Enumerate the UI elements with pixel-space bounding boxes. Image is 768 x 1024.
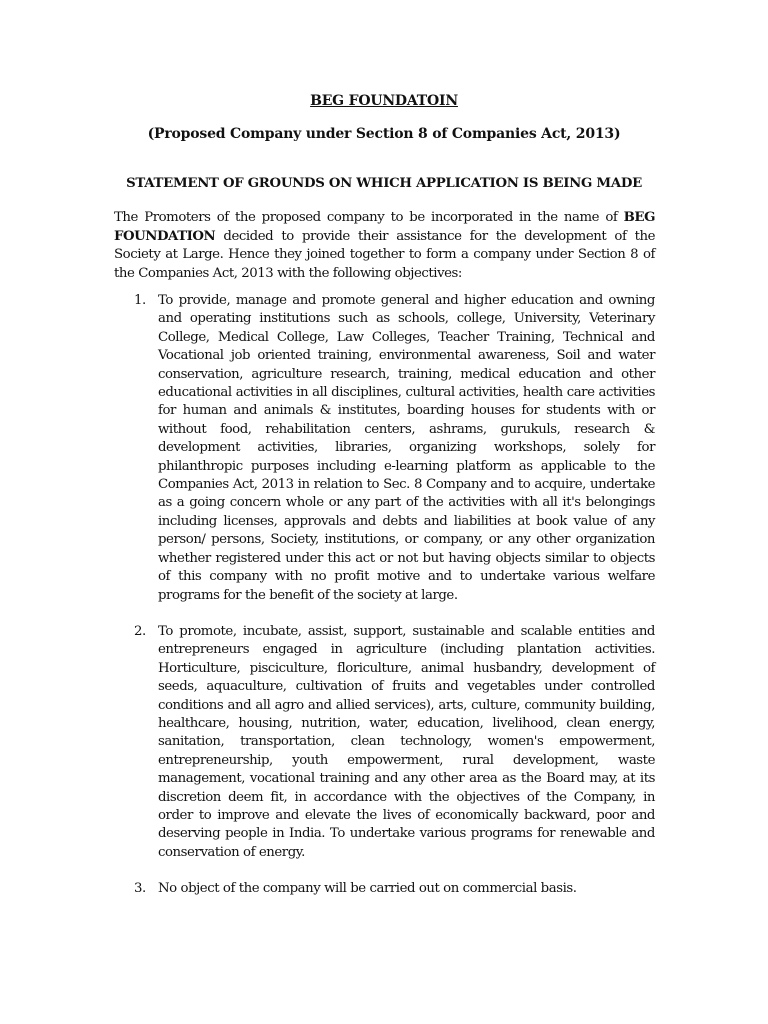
objective-item (114, 623, 655, 862)
document-subtitle: (Proposed Company under Section 8 of Companies Act, 2013) (147, 126, 621, 142)
document-title: BEG FOUNDATOIN (310, 93, 458, 109)
intro-company-name: BEG FOUNDATION (114, 210, 655, 244)
objectives-list (114, 292, 655, 899)
objective-number: 1. (134, 293, 146, 308)
intro-text-before: The Promoters of the proposed company to be incorporated in the name of (114, 210, 624, 225)
objective-number: 3. (134, 881, 146, 897)
section-heading: STATEMENT OF GROUNDS ON WHICH APPLICATION IS BEING MADE (126, 176, 642, 191)
objective-text: To promote, incubate, assist, support, sustainable and scalable entities and entrepreneurs engaged in agriculture (including plantation activities. Horticulture, pisciculture, floriculture, animal husbandry, development of seeds, aquaculture, cultivation of fruits and vegetables under controlled conditions and all agro and allied services), arts, culture, community building, healthcare, housing, nutrition, water, education, livelihood, clean energy, sanitation, transportation, clean technology, women's empowerment, entrepreneurship, youth empowerment, rural development, waste management, vocational training and any other area as the Board may, at its discretion deem fit, in accordance with the objectives of the Company, in order to improve and elevate the lives of economically backward, poor and deserving people in India. To undertake various programs for renewable and conservation of energy. (158, 623, 655, 860)
objective-text: To provide, manage and promote general and higher education and owning and operating institutions such as schools, college, University, Veterinary College, Medical College, Law Colleges, Teacher Training, Technical and Vocational job oriented training, environmental awareness, Soil and water conservation, agriculture research, training, medical education and other educational activities in all disciplines, cultural activities, health care activities for human and animals & institutes, boarding houses for students with or without food, rehabilitation centers, ashrams, gurukuls, research & development activities, libraries, organizing workshops, solely for philanthropic purposes including e-learning platform as applicable to the Companies Act, 2013 in relation to Sec. 8 Company and to acquire, undertake as a going concern whole or any part of the activities with all it's belongings including licenses, approvals and debts and liabilities at book value of any person/ persons, Society, institutions, or company, or any other organization whether registered under this act or not but having objects similar to objects of this company with no profit motive and to undertake various welfare programs for the benefit of the society at large. (158, 293, 655, 603)
objective-item (114, 292, 655, 605)
intro-paragraph (114, 209, 655, 283)
objective-text: No object of the company will be carried out on commercial basis. (158, 881, 577, 897)
intro-text-after: decided to provide their assistance for the development of the Society at Large. Hence they joined together to form a company under Section 8 of the Companies Act, 2013 with the following objectives: (114, 228, 655, 281)
objective-item (114, 880, 655, 898)
objective-number: 2. (134, 623, 146, 639)
